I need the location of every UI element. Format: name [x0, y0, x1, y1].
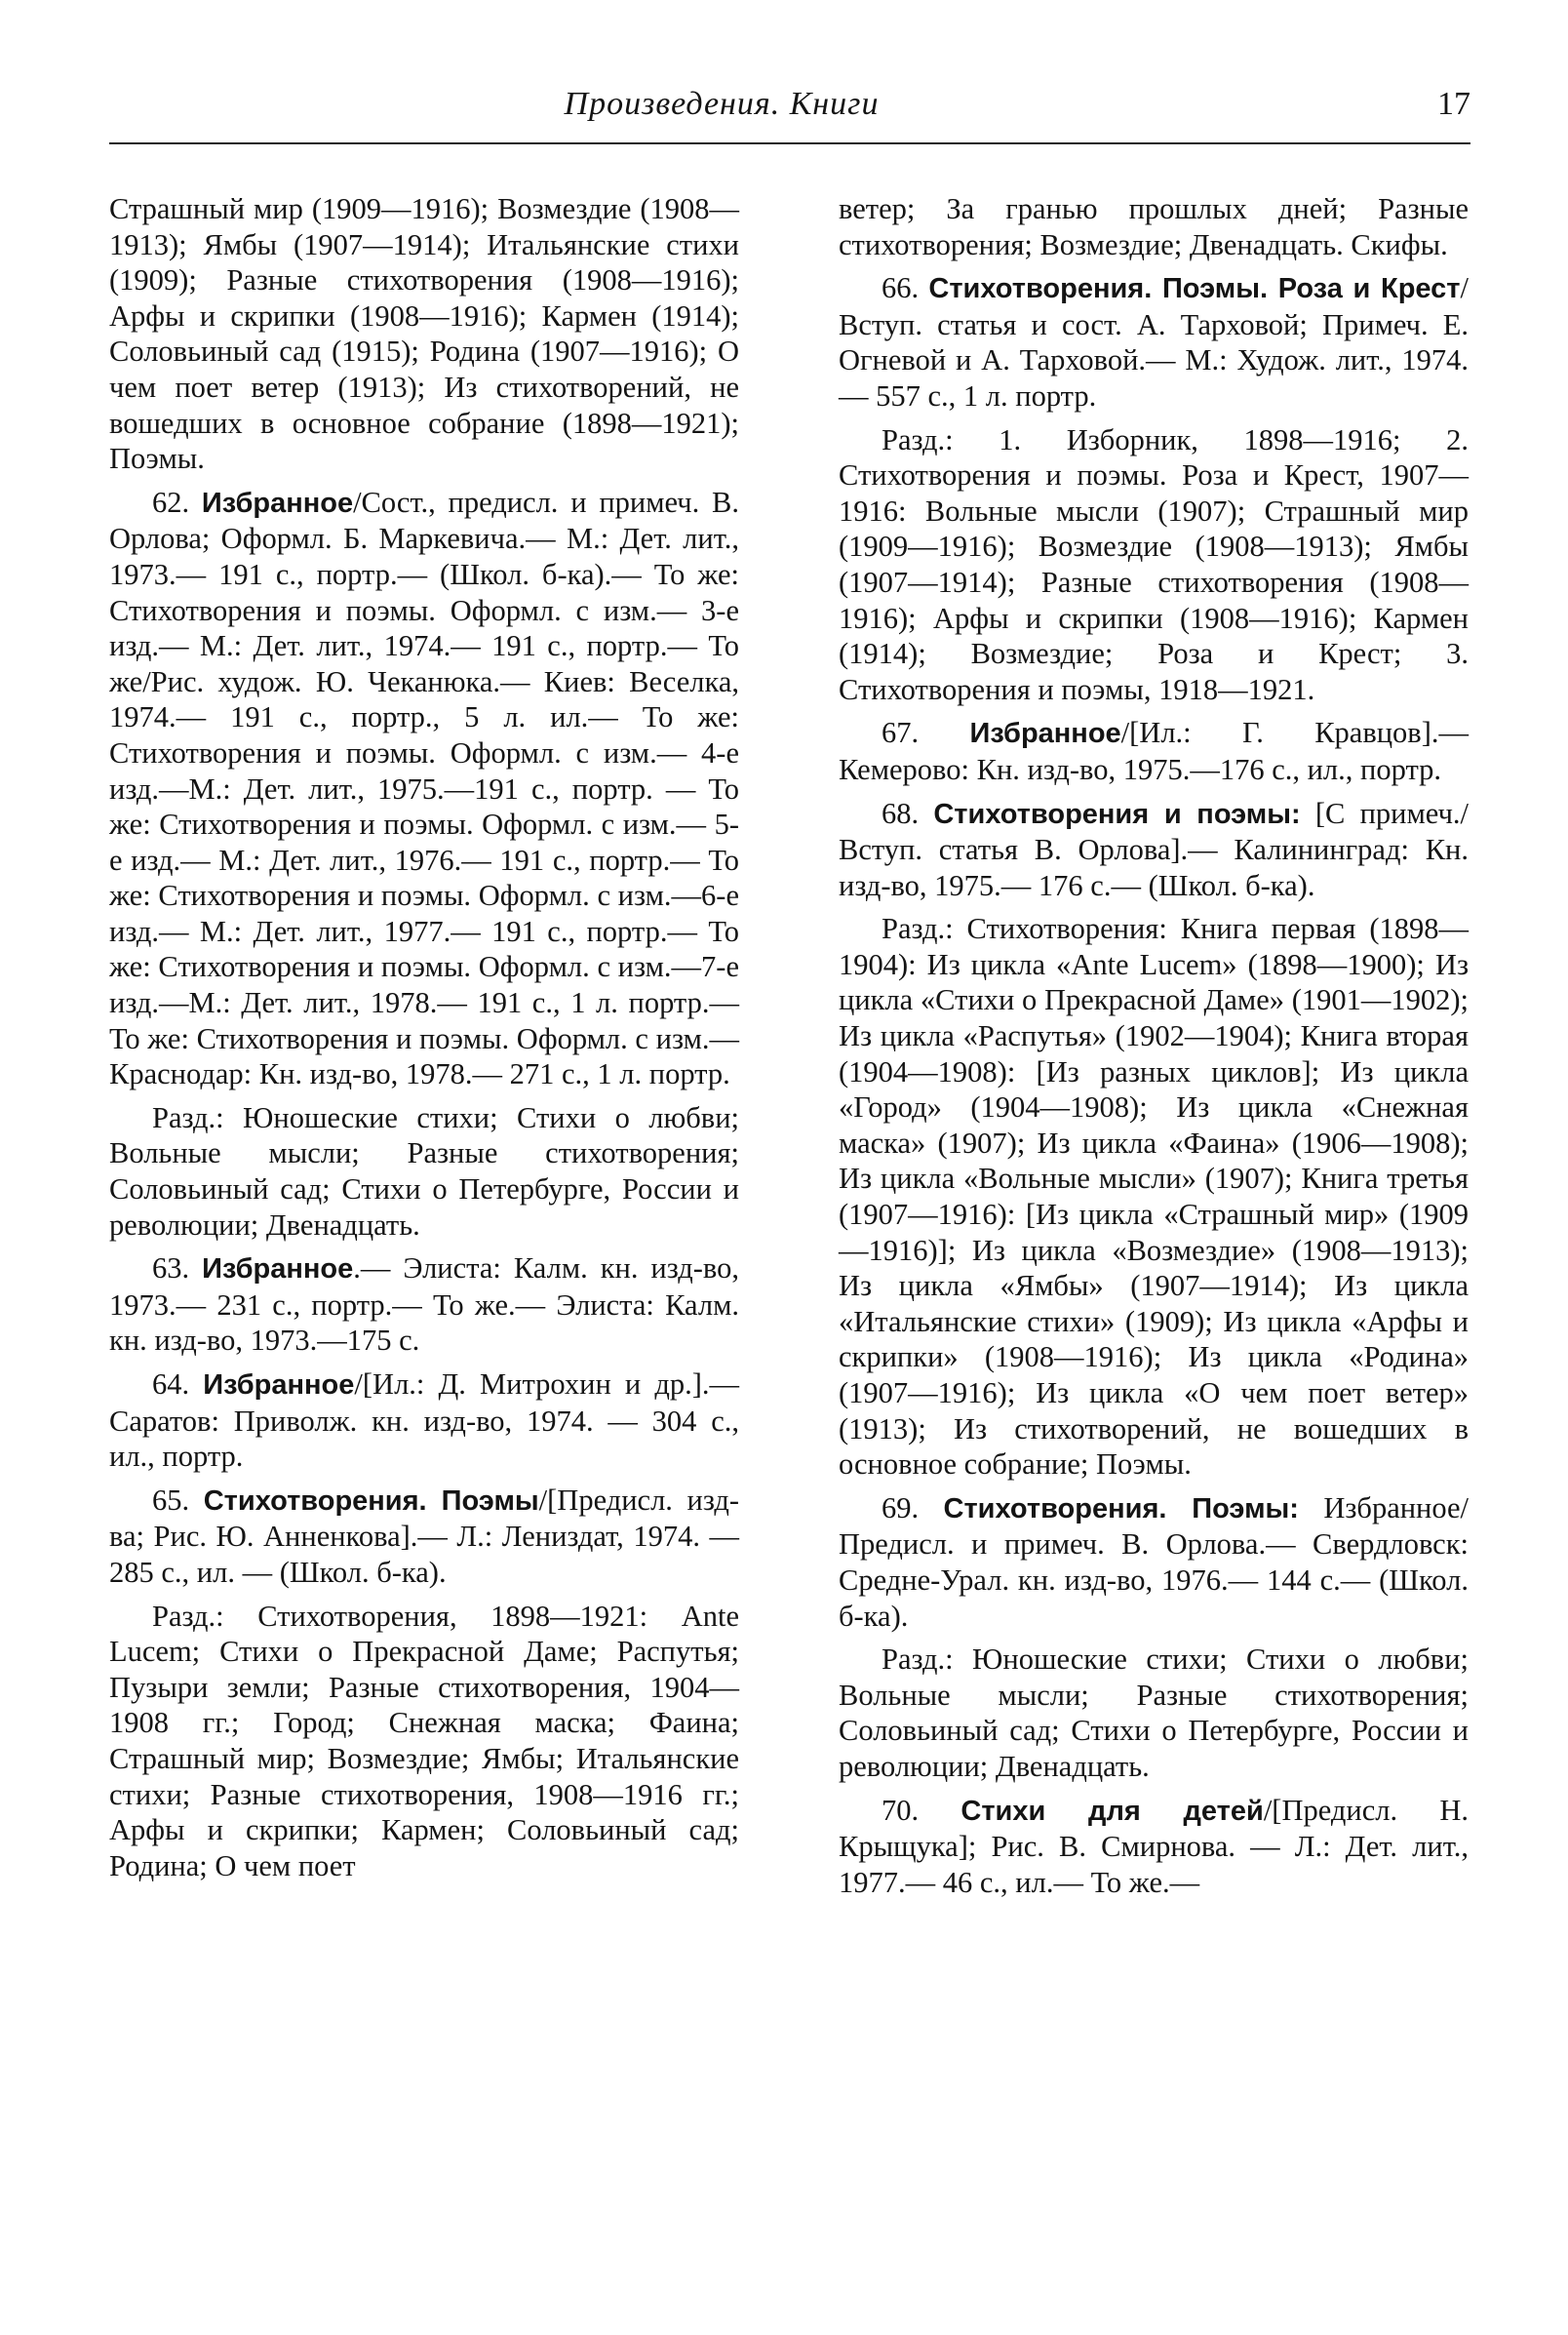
- entry-number: 63.: [152, 1251, 203, 1286]
- bibliography-entry: [839, 1793, 1469, 1901]
- entry-paragraph: [109, 191, 739, 477]
- entry-title: Стихотворения. Поэмы: [203, 1484, 539, 1517]
- running-title: Произведения. Книги: [564, 86, 880, 122]
- entry-title: Стихотворения. Поэмы:: [943, 1492, 1299, 1524]
- entry-paragraph: [109, 1100, 739, 1243]
- entry-number: 67.: [882, 716, 970, 750]
- bibliography-entry: [109, 485, 739, 1092]
- entry-text: /[Предисл. Н. Крыщука]; Рис. В. Смирнова. — Л.: Дет. лит., 1977.— 46 с., ил.— То же.—: [839, 1793, 1470, 1899]
- right-column: [839, 191, 1469, 1908]
- page-number: 17: [1437, 86, 1470, 122]
- left-column: [109, 191, 739, 1891]
- entry-number: 64.: [152, 1367, 204, 1401]
- entry-number: 62.: [152, 485, 202, 519]
- bibliography-entry: [839, 270, 1469, 414]
- entry-text: Разд.: 1. Изборник, 1898—1916; 2. Стихотворения и поэмы. Роза и Крест, 1907—1916: Вольные мысли (1907); Страшный мир (1909—1916); Возмездие (1908—1913); Ямбы (1907—1914); Разные стихотворения (1908—1916); Арфы и скрипки (1908—1916); Кармен (1914); Возмездие; Роза и Крест; 3. Стихотворения и поэмы, 1918—1921.: [839, 422, 1469, 706]
- entry-paragraph: [839, 911, 1469, 1483]
- entry-number: 66.: [882, 271, 929, 305]
- bibliography-entry: [839, 715, 1469, 787]
- bibliography-entry: [109, 1250, 739, 1359]
- bibliography-entry: [109, 1483, 739, 1591]
- entry-text: /Сост., предисл. и примеч. В. Орлова; Оформл. Б. Маркевича.— М.: Дет. лит., 1973.— 191 с., портр.— (Школ. б-ка).— То же: Стихотворения и поэмы. Оформл. с изм.— 3-е изд.— М.: Дет. лит., 1974.— 191 с., портр.— То же/Рис. худож. Ю. Чеканюка.— Киев: Веселка, 1974.— 191 с., портр., 5 л. ил.— То же: Стихотворения и поэмы. Оформл. с изм.— 4-е изд.—М.: Дет. лит., 1975.—191 с., портр. — То же: Стихотворения и поэмы. Оформл. с изм.— 5-е изд.— М.: Дет. лит., 1976.— 191 с., портр.— То же: Стихотворения и поэмы. Оформл. с изм.—6-е изд.— М.: Дет. лит., 1977.— 191 с., портр.— То же: Стихотворения и поэмы. Оформл. с изм.—7-е изд.—М.: Дет. лит., 1978.— 191 с., 1 л. портр.— То же: Стихотворения и поэмы. Оформл. с изм.— Краснодар: Кн. изд-во, 1978.— 271 с., 1 л. портр.: [109, 485, 739, 1091]
- entry-text: Разд.: Стихотворения: Книга первая (1898—1904): Из цикла «Ante Lucem» (1898—1900); Из цикла «Стихи о Прекрасной Даме» (1901—1902); Из цикла «Распутья» (1902—1904); Книга вторая (1904—1908): [Из разных циклов]; Из цикла «Город» (1904—1908); Из цикла «Снежная маска» (1907); Из цикла «Фаина» (1906—1908); Из цикла «Вольные мысли» (1907); Книга третья (1907—1916): [Из цикла «Страшный мир» (1909—1916)]; Из цикла «Возмездие» (1908—1913); Из цикла «Ямбы» (1907—1914); Из цикла «Итальянские стихи» (1909); Из цикла «Арфы и скрипки» (1908—1916); Из цикла «Родина» (1907—1916); Из цикла «О чем поет ветер» (1913); Из стихотворений, не вошедших в основное собрание; Поэмы.: [839, 912, 1469, 1482]
- bibliography-entry: [839, 1490, 1469, 1634]
- entry-text: /[Ил.: Д. Митрохин и др.].—Саратов: Приволж. кн. изд-во, 1974. — 304 с., ил., портр.: [109, 1367, 739, 1474]
- entry-number: 70.: [882, 1793, 961, 1827]
- entry-number: 68.: [882, 796, 934, 830]
- entry-title: Стихи для детей: [960, 1795, 1264, 1827]
- entry-title: Избранное: [202, 1253, 354, 1286]
- entry-text: Разд.: Юношеские стихи; Стихи о любви; Вольные мысли; Разные стихотворения; Соловьиный сад; Стихи о Петербурге, России и революции; Двенадцать.: [839, 1642, 1469, 1783]
- entry-title: Стихотворения. Поэмы. Роза и Крест: [928, 273, 1461, 305]
- entry-paragraph: [839, 191, 1469, 262]
- entry-number: 65.: [152, 1483, 204, 1517]
- entry-text: Разд.: Юношеские стихи; Стихи о любви; Вольные мысли; Разные стихотворения; Соловьиный сад; Стихи о Петербурге, России и революции; Двенадцать.: [109, 1100, 739, 1242]
- entry-text: Страшный мир (1909—1916); Возмездие (1908—1913); Ямбы (1907—1914); Итальянские стихи (1909); Разные стихотворения (1908—1916); Арфы и скрипки (1908—1916); Кармен (1914); Соловьиный сад (1915); Родина (1907—1916); О чем поет ветер (1913); Из стихотворений, не вошедших в основное собрание (1898—1921); Поэмы.: [109, 192, 739, 476]
- entry-title: Избранное: [203, 1369, 355, 1401]
- bibliography-entry: [839, 796, 1469, 904]
- entry-title: Избранное: [201, 487, 354, 519]
- entry-paragraph: [839, 422, 1469, 708]
- header-rule: [109, 142, 1470, 144]
- entry-title: Избранное: [969, 718, 1121, 750]
- entry-number: 69.: [882, 1490, 944, 1524]
- entry-text: /[Предисл. изд-ва; Рис. Ю. Анненкова].— Л.: Лениздат, 1974. — 285 с., ил. — (Школ. б-ка).: [109, 1483, 740, 1589]
- entry-title: Стихотворения и поэмы:: [933, 798, 1301, 830]
- bibliography-entry: [109, 1366, 739, 1475]
- entry-text: [С примеч./Вступ. статья В. Орлова].— Калининград: Кн. изд-во, 1975.— 176 с.— (Школ. б-ка).: [839, 796, 1470, 902]
- entry-text: /[Ил.: Г. Кравцов].— Кемерово: Кн. изд-во, 1975.—176 с., ил., портр.: [839, 716, 1469, 786]
- entry-text: Разд.: Стихотворения, 1898—1921: Ante Lucem; Стихи о Прекрасной Даме; Распутья; Пузыри земли; Разные стихотворения, 1904—1908 гг.; Город; Снежная маска; Фаина; Страшный мир; Возмездие; Ямбы; Итальянские стихи; Разные стихотворения, 1908—1916 гг.; Арфы и скрипки; Кармен; Соловьиный сад; Родина; О чем поет: [109, 1599, 739, 1882]
- entry-text: /Вступ. статья и сост. А. Тарховой; Примеч. Е. Огневой и А. Тарховой.— М.: Худож. лит., 1974.— 557 с., 1 л. портр.: [839, 271, 1469, 413]
- entry-text: Избранное/Предисл. и примеч. В. Орлова.— Свердловск: Средне-Урал. кн. изд-во, 1976.— 144 с.— (Школ. б-ка).: [839, 1490, 1470, 1633]
- entry-paragraph: [109, 1599, 739, 1884]
- entry-paragraph: [839, 1642, 1469, 1784]
- entry-text: ветер; За гранью прошлых дней; Разные стихотворения; Возмездие; Двенадцать. Скифы.: [839, 192, 1469, 261]
- running-header: [109, 86, 1470, 144]
- entry-text: .— Элиста: Калм. кн. изд-во, 1973.— 231 с., портр.— То же.— Элиста: Калм. кн. изд-во, 1973.—175 с.: [109, 1251, 739, 1358]
